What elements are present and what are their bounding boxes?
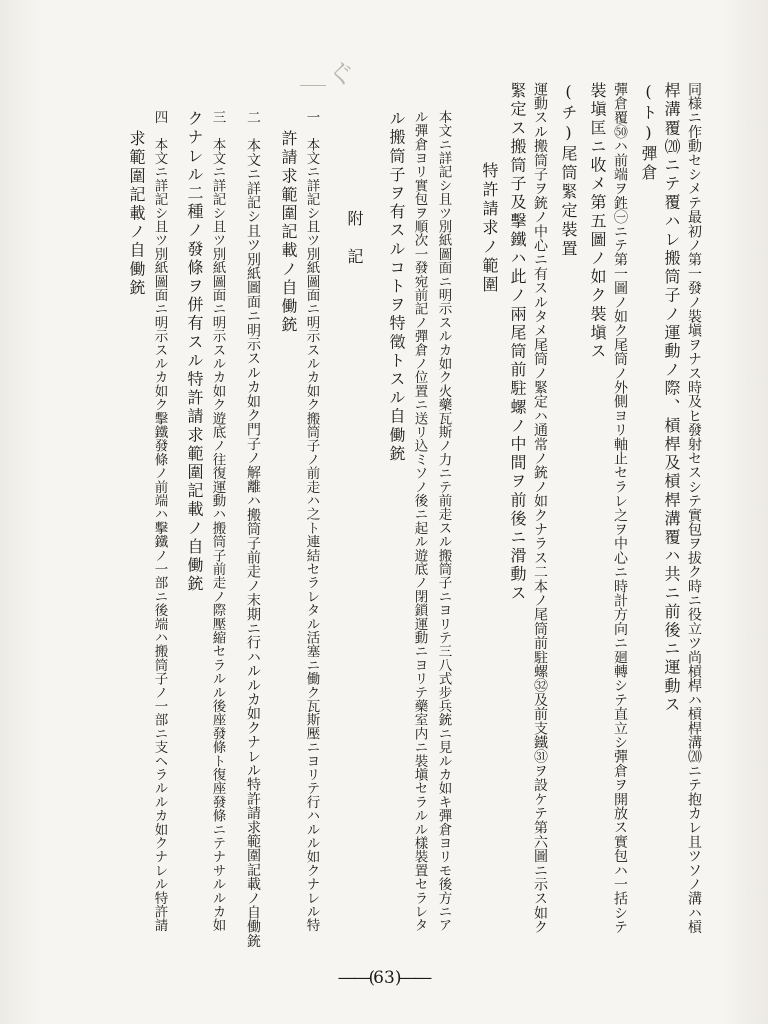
section-heading: (チ)尾筒緊定裝置	[559, 82, 578, 259]
text-column: 彈倉覆㊿ハ前端ヲ鉎㊀ニテ第一圖ノ如ク尾筒ノ外側ヨリ軸止セラレ之ヲ中心ニ時計方向ニ廻轉シテ直立シ彈倉ヲ開放ス實包ハ一括シテ	[612, 82, 628, 934]
text-column: 同様ニ作動セシメテ最初ノ第一發ノ裝塡ヲナス時及ヒ發射セスシテ實包ヲ拔ク時ニ役立ツ尚槓桿ハ槓桿溝⒇ニテ抱カレ且ツソノ溝ハ槓	[686, 82, 702, 934]
text-column: ル搬筒子ヲ有スルコトヲ特徵トスル自働銃	[387, 110, 406, 464]
text-column: 許請求範圍記載ノ自働銃	[279, 130, 298, 335]
text-column: 緊定ス搬筒子及擊鐵ハ此ノ兩尾筒前駐螺ノ中間ヲ前後ニ滑動ス	[508, 82, 527, 603]
page-number-prefix: ――(	[338, 968, 374, 988]
text-column: ル彈倉ヨリ實包ヲ順次一發宛前記ノ彈倉ノ位置ニ送リ込ミソノ後ニ起ル遊底ノ閉鎖運動ニヨリテ藥室内ニ裝塡セラルル樣裝置セラレタ	[411, 110, 428, 932]
section-heading: 附 記	[345, 210, 364, 267]
text-column: 桿溝覆⒇ニテ覆ハレ搬筒子ノ運動ノ際、槓桿及槓桿溝覆ハ共ニ前後ニ運動ス	[662, 82, 681, 715]
section-heading: (ト)彈倉	[639, 82, 658, 183]
section-heading: 特許請求ノ範圍	[480, 162, 499, 295]
text-column: 四 本文ニ詳記シ且ツ別紙圖面ニ明示スルカ如ク擊鐵發條ノ前端ハ擊鐵ノ一部ニ後端ハ搬筒子ノ一部ニ支ヘラルルカ如クナレル特許請	[151, 110, 168, 932]
text-column: 二 本文ニ詳記シ且ツ別紙圖面ニ明示スルカ如ク門子ノ解離ハ搬筒子前走ノ末期ニ行ハルルカ如クナレル特許請求範圍記載ノ自働銃	[245, 110, 261, 948]
text-column: 求範圍記載ノ自働銃	[127, 130, 146, 298]
text-column: 裝塡匡ニ收メ第五圖ノ如ク裝塡ス	[588, 82, 607, 361]
text-column: 本文ニ詳記シ且ツ別紙圖面ニ明示スルカ如ク火藥瓦斯ノ力ニテ前走スル搬筒子ニヨリテ三八式步兵銃ニ見ルカ如キ彈倉ヨリモ後方ニア	[435, 110, 452, 932]
page-number-value: 63	[373, 968, 395, 988]
page-number-suffix: )――	[394, 968, 430, 988]
text-column: クナレル二種ノ發條ヲ併有スル特許請求範圍記載ノ自働銃	[185, 110, 204, 594]
text-column: 三 本文ニ詳記シ且ツ別紙圖面ニ明示スルカ如ク遊底ノ往復運動ハ搬筒子前走ノ際壓縮セラルル後座發條ト復座發條ニテナサルルカ如	[209, 110, 226, 932]
text-column: 運動スル搬筒子ヲ銃ノ中心ニ有スルタメ尾筒ノ緊定ハ通常ノ銃ノ如クナラス二本ノ尾筒前駐螺㉜及前支鐵㉛ヲ設ケテ第六圖ニ示ス如ク	[532, 82, 548, 934]
header-mark: ＿ぐ	[300, 60, 357, 90]
text-column: 一 本文ニ詳記シ且ツ別紙圖面ニ明示スルカ如ク搬筒子ノ前走ハ之ト連結セラレタル活塞ニ働ク瓦斯壓ニヨリテ行ハルル如クナレル特	[303, 110, 320, 932]
page-number	[0, 968, 768, 988]
